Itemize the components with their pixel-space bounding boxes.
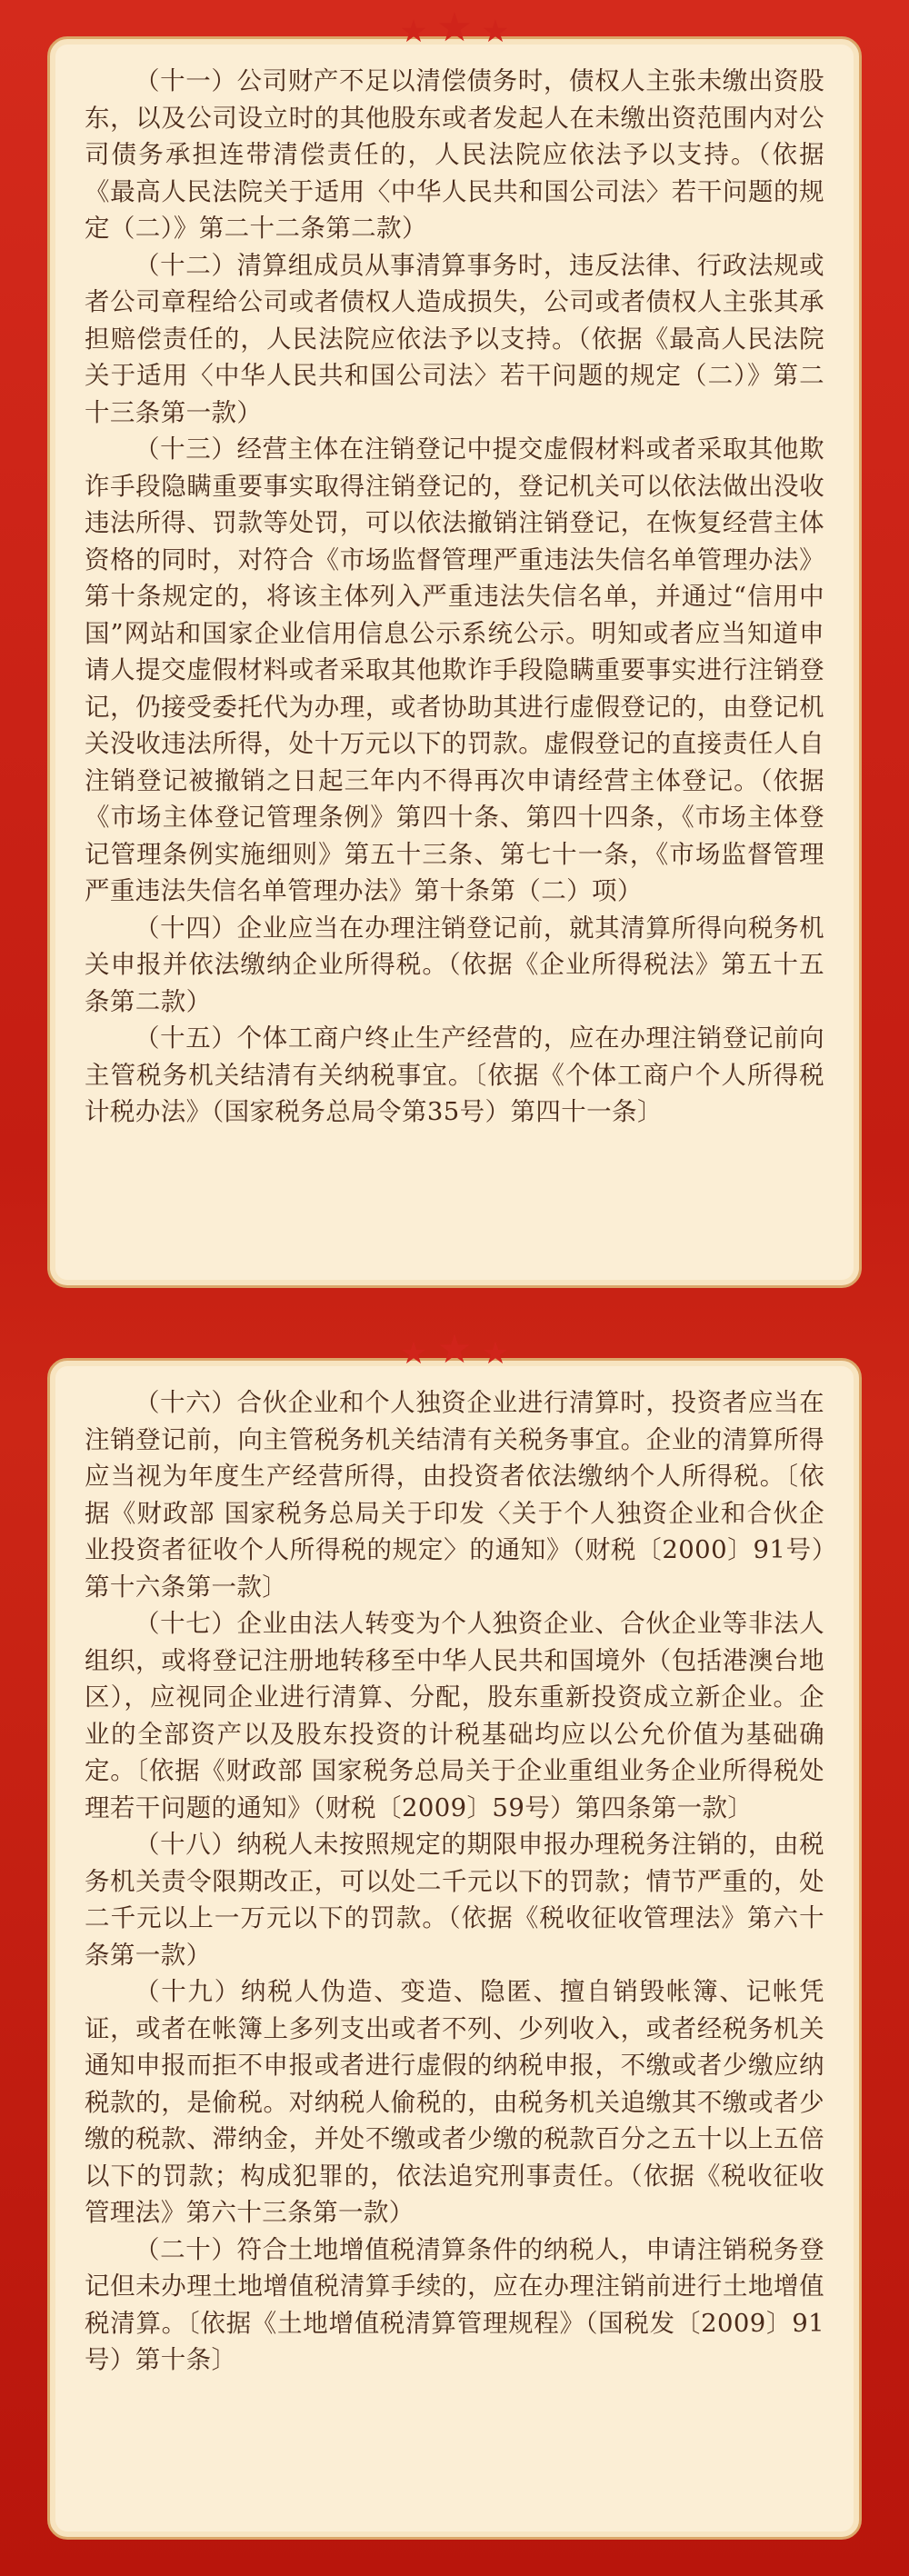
paragraph-18: （十八）纳税人未按照规定的期限申报办理税务注销的，由税务机关责令限期改正，可以处二千元以下的罚款；情节严重的，处二千元以上一万元以下的罚款。（依据《税收征收管理法》第六十条第一款）: [85, 1830, 824, 1970]
paragraph-19: （十九）纳税人伪造、变造、隐匿、擅自销毁帐簿、记帐凭证，或者在帐簿上多列支出或者不列、少列收入，或者经税务机关通知申报而拒不申报或者进行虚假的纳税申报，不缴或者少缴应纳税款的，是偷税。对纳税人偷税的，由税务机关追缴其不缴或者少缴的税款、滞纳金，并处不缴或者少缴的税款百分之五十以上五倍以下的罚款；构成犯罪的，依法追究刑事责任。（依据《税收征收管理法》第六十三条第一款）: [85, 1977, 824, 2227]
paragraph-14: （十四）企业应当在办理注销登记前，就其清算所得向税务机关申报并依法缴纳企业所得税。（依据《企业所得税法》第五十五条第二款）: [85, 913, 824, 1016]
content-card-2: [47, 1326, 862, 2540]
paragraph-15: （十五）个体工商户终止生产经营的，应在办理注销登记前向主管税务机关结清有关纳税事宜。〔依据《个体工商户个人所得税计税办法》（国家税务总局令第35号）第四十一条〕: [85, 1023, 824, 1126]
paragraph-11: （十一）公司财产不足以清偿债务时，债权人主张未缴出资股东，以及公司设立时的其他股东或者发起人在未缴出资范围内对公司债务承担连带清偿责任的，人民法院应依法予以支持。（依据《最高人民法院关于适用〈中华人民共和国公司法〉若干问题的规定（二）》第二十二条第二款）: [85, 66, 824, 243]
star-icon: ★: [436, 5, 473, 51]
stars-decoration: [399, 5, 510, 51]
paragraph-13: （十三）经营主体在注销登记中提交虚假材料或者采取其他欺诈手段隐瞒重要事实取得注销登记的，登记机关可以依法做出没收违法所得、罚款等处罚，可以依法撤销注销登记，在恢复经营主体资格的同时，对符合《市场监督管理严重违法失信名单管理办法》第十条规定的，将该主体列入严重违法失信名单，并通过“信用中国”网站和国家企业信用信息公示系统公示。明知或者应当知道申请人提交虚假材料或者采取其他欺诈手段隐瞒重要事实进行注销登记，仍接受委托代为办理，或者协助其进行虚假登记的，由登记机关没收违法所得，处十万元以下的罚款。虚假登记的直接责任人自注销登记被撤销之日起三年内不得再次申请经营主体登记。（依据《市场主体登记管理条例》第四十条、第四十四条，《市场主体登记管理条例实施细则》第五十三条、第七十一条，《市场监督管理严重违法失信名单管理办法》第十条第（二）项）: [85, 434, 824, 905]
card-text: [85, 1384, 824, 2379]
paragraph-20: （二十）符合土地增值税清算条件的纳税人，申请注销税务登记但未办理土地增值税清算手续的，应在办理注销前进行土地增值税清算。〔依据《土地增值税清算管理规程》（国税发〔2009〕91号）第十条〕: [85, 2234, 824, 2374]
star-icon: ★: [399, 14, 428, 50]
star-icon: ★: [481, 14, 510, 50]
paragraph-17: （十七）企业由法人转变为个人独资企业、合伙企业等非法人组织，或将登记注册地转移至中华人民共和国境外（包括港澳台地区），应视同企业进行清算、分配，股东重新投资成立新企业。企业的全部资产以及股东投资的计税基础均应以公允价值为基础确定。〔依据《财政部 国家税务总局关于企业重组业务企业所得税处理若干问题的通知》（财税〔2009〕59号）第四条第一款〕: [85, 1609, 824, 1822]
star-icon: ★: [481, 1335, 510, 1372]
star-icon: ★: [436, 1326, 473, 1373]
star-icon: ★: [399, 1335, 428, 1372]
card-text: [85, 63, 824, 1131]
paragraph-16: （十六）合伙企业和个人独资企业进行清算时，投资者应当在注销登记前，向主管税务机关结清有关税务事宜。企业的清算所得应当视为年度生产经营所得，由投资者依法缴纳个人所得税。〔依据《财政部 国家税务总局关于印发〈关于个人独资企业和合伙企业投资者征收个人所得税的规定〉的通知》（财税〔2000〕91号）第十六条第一款〕: [85, 1388, 824, 1602]
stars-decoration: [399, 1326, 510, 1373]
paragraph-12: （十二）清算组成员从事清算事务时，违反法律、行政法规或者公司章程给公司或者债权人造成损失，公司或者债权人主张其承担赔偿责任的，人民法院应依法予以支持。（依据《最高人民法院关于适用〈中华人民共和国公司法〉若干问题的规定（二）》第二十三条第一款）: [85, 250, 824, 427]
content-card-1: [47, 5, 862, 1288]
